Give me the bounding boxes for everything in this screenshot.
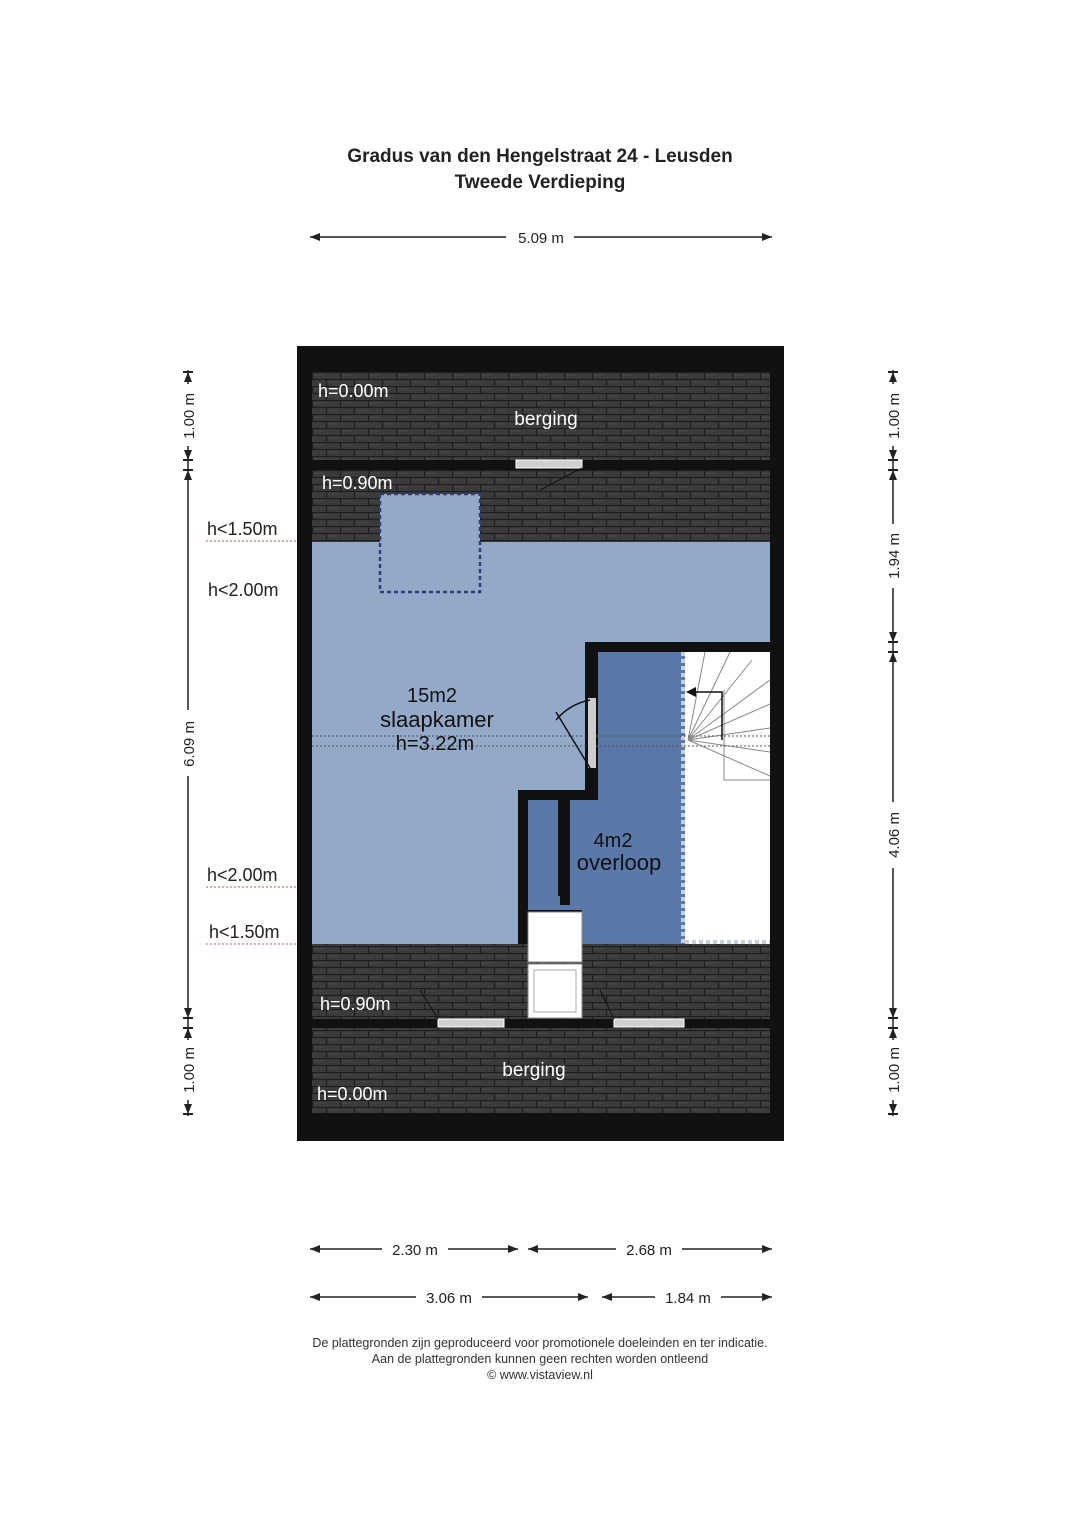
right-upper-dim: 1.94 m [886, 533, 903, 579]
side-height-markers [206, 519, 296, 944]
laundry-appliances [528, 912, 582, 1018]
bedroom-name-label: slaapkamer [380, 707, 494, 732]
bedroom-height-label: h=3.22m [395, 733, 475, 755]
left-h150-bottom: h<1.50m [209, 922, 280, 942]
plan-title: Gradus van den Hengelstraat 24 - Leusden [347, 146, 733, 167]
left-dimensions [179, 370, 198, 1116]
left-middle-dim: 6.09 m [181, 721, 198, 767]
left-top-dim: 1.00 m [181, 393, 198, 439]
bottom-storage-height: h=0.00m [317, 1084, 388, 1104]
disclaimer-line-1: De plattegronden zijn geproduceerd voor promotionele doeleinden en ter indicatie. [312, 1336, 768, 1350]
bottom-storage-label: berging [502, 1060, 566, 1081]
landing-wall [558, 800, 567, 896]
left-bottom-dim: 1.00 m [181, 1047, 198, 1093]
floor-name: Tweede Verdieping [454, 172, 626, 193]
bottom-dimensions [310, 1240, 772, 1307]
bottom-right-dim-2: 1.84 m [665, 1290, 711, 1307]
disclaimer-line-2: Aan de plattegronden kunnen geen rechten worden ontleend [371, 1352, 709, 1366]
copyright: © www.vistaview.nl [487, 1368, 593, 1382]
landing-area-label: 4m2 [593, 830, 633, 852]
left-h200-top: h<2.00m [208, 580, 279, 600]
right-bottom-dim: 1.00 m [886, 1047, 903, 1093]
upper-slope-height: h=0.90m [322, 473, 393, 493]
left-h150-top: h<1.50m [207, 519, 278, 539]
landing-name-label: overloop [576, 850, 662, 875]
lower-slope-height: h=0.90m [320, 994, 391, 1014]
right-top-dim: 1.00 m [886, 393, 903, 439]
bottom-left-dim-2: 3.06 m [426, 1290, 472, 1307]
left-h200-bottom: h<2.00m [207, 865, 278, 885]
skylight [380, 494, 480, 592]
bottom-left-dim-1: 2.30 m [392, 1242, 438, 1259]
bedroom-area-label: 15m2 [406, 685, 458, 707]
top-storage-label: berging [514, 409, 578, 430]
top-storage-height: h=0.00m [318, 381, 389, 401]
right-dimensions [884, 370, 903, 1116]
right-lower-dim: 4.06 m [886, 812, 903, 858]
bottom-right-dim-1: 2.68 m [626, 1242, 672, 1259]
top-width-label: 5.09 m [518, 230, 564, 247]
top-width-dimension [310, 228, 772, 247]
